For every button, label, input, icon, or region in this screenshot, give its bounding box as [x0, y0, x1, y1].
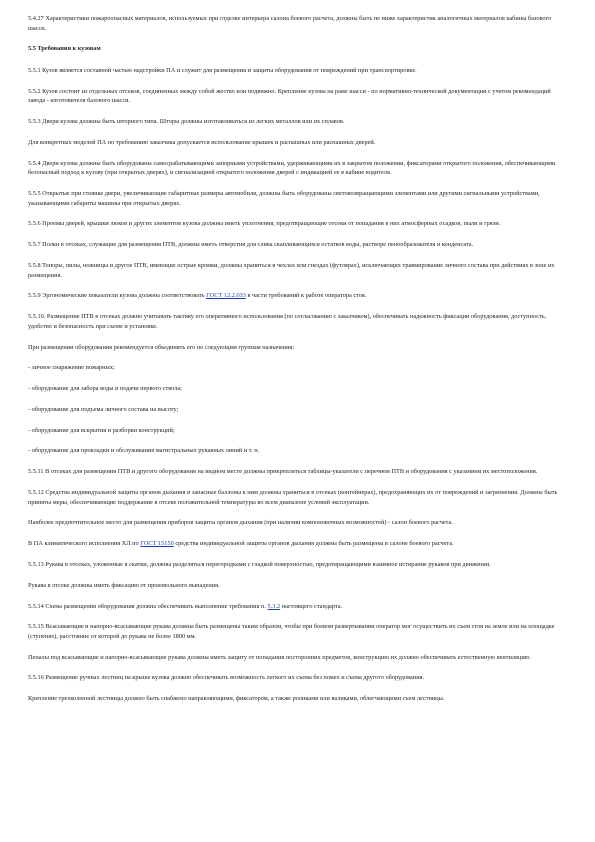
paragraph-5-5-9-text: 5.5.9 Эргономические показатели кузова должны соответствовать [28, 292, 207, 300]
paragraph-climate-hl-text: В ПА климатического исполнения ХЛ по [28, 540, 141, 548]
paragraph-5-5-4: 5.5.4 Двери кузова должны быть оборудованы самосрабатывающими запорными устройствами, удерживающими их в закрытом положении, фиксаторами открытого положения, обеспечивающими безопасный подход к кузову (при открытых дверях), и сигнализацией открытого положения дверей с индикацией ее в кабине водителя. [28, 159, 556, 177]
list-item-dismantling: - оборудование для вскрытия и разборки конструкций; [28, 426, 175, 434]
paragraph-5-5-2: 5.5.2 Кузов состоит из отдельных отсеков, соединенных между собой жестко или подвижно. Крепление кузова на раме шасси - по нормативно-технической документации с учетом рекомендаций завода - изготовителя базового шасси. [28, 87, 551, 105]
paragraph-5-4-27: 5.4.27 Характеристики пожароопасных материалов, используемых при отделке интерьера салона боевого расчета, должны быть не ниже характеристик аналогичных материалов кабины базового шасси. [28, 15, 552, 32]
gost-12-2-033-link[interactable]: ГОСТ 12.2.033 [206, 292, 246, 300]
paragraph-5-5-14-tail: настоящего стандарта. [280, 602, 343, 610]
paragraph-groups-intro: При размещении оборудования рекомендуется объединять его по следующим группам назначения: [28, 343, 295, 351]
paragraph-5-5-12: 5.5.12 Средства индивидуальной защиты органов дыхания и запасные баллоны к ним должны храниться в отсеках (контейнерах), предохраняющих их от повреждений и загрязнения. Должны быть приняты меры, обеспечивающие поддержание в отсеке положительной температуры во всем диапазоне условий эксплуатации. [28, 489, 558, 506]
paragraph-doors-note: Для конкретных моделей ПА по требованию заказчика допускается использование крышек и распашных или распашных дверей. [28, 138, 376, 146]
paragraph-5-5-14-text: 5.5.14 Схема размещения оборудования должна обеспечивать выполнение требования п. [28, 602, 268, 610]
list-item-hose-lines: - оборудование для прокладки и обслуживания магистральных рукавных линий и т. п. [28, 447, 260, 455]
paragraph-5-5-8: 5.5.8 Топоры, пилы, ножницы и другое ПТВ, имеющие острые кромки, должны храниться в чехлах или гнездах (футлярах), исключающих травмирование личного состава при действиях в зоне их размещения. [28, 262, 555, 279]
paragraph-5-5-7: 5.5.7 Полки в отсеках, служащие для размещения ПТВ, должны иметь отверстия для слива скапливающихся остатков воды, растворе пенообразователя и конденсата. [28, 241, 474, 249]
paragraph-5-5-14 [28, 602, 569, 612]
paragraph-hose-cases: Пеналы под всасывающие и напорно-всасывающие рукава должны иметь защиту от попадания посторонних предметов, конструкцию их должно обеспечивать естественную вентиляцию. [28, 653, 531, 661]
paragraph-breathing-placement: Наиболее предпочтительное место для размещения приборов защиты органов дыхания (при наличии компоновочных возможностей) - салон боевого расчета. [28, 519, 453, 527]
paragraph-climate-hl [28, 539, 569, 549]
list-item-height-lifting: - оборудование для подъема личного состава на высоту; [28, 405, 179, 413]
paragraph-5-5-16: 5.5.16 Размещение ручных лестниц на крыше кузова должно обеспечивать возможность легкого их съема без помех и съема другого оборудования. [28, 674, 425, 682]
paragraph-5-5-1: 5.5.1 Кузов является составной частью надстройки ПА и служит для размещения и защиты оборудования от повреждений при транспортировке. [28, 66, 417, 74]
paragraph-5-5-11: 5.5.11 В отсеках для размещения ПТВ и другого оборудования на видном месте должны прикрепляться таблицы-указатели с перечнем ПТВ и оборудования с указанием их местоположения. [28, 468, 538, 476]
paragraph-5-5-10: 5.5.10. Размещение ПТВ в отсеках должно учитывать тактику его оперативного использования (по согласованию с заказчиком), обеспечивать надежность фиксации оборудования, доступность, удобство и безопасность при съеме и установке. [28, 313, 547, 330]
paragraph-5-5-9-tail: в части требований к работе оператора стоя. [245, 292, 367, 300]
list-item-personal-gear: - личное снаряжение пожарных; [28, 364, 115, 372]
gost-15150-link[interactable]: ГОСТ 15150 [140, 540, 174, 548]
paragraph-climate-hl-tail: средства индивидуальной защиты органов дыхания должны быть размещены в салоне боевого расчета. [173, 540, 454, 548]
clause-5-3-2-link[interactable]: 5.3.2 [267, 602, 281, 610]
paragraph-5-5-15: 5.5.15 Всасывающие и напорно-всасывающие рукава должны быть размещены таким образом, чтобы при боевом развертывании оператор мог осуществить их съем стоя на земле или на площадке (ступенях), расстояние от которой до рукава не более 1800 мм. [28, 623, 555, 640]
paragraph-hose-fixation: Рукава в отсеке должны иметь фиксацию от произвольного выпадения. [28, 581, 220, 589]
paragraph-ladder-mount: Крепление трехколенной лестницы должно быть снабжено направляющими, фиксатором, а также роликами или валиками, облегчающими съем лестницы. [28, 695, 445, 703]
paragraph-5-5-9 [28, 291, 569, 301]
section-heading-5-5: 5.5 Требования к кузовам [28, 45, 101, 53]
paragraph-5-5-3: 5.5.3 Двери кузова должны быть шторного типа. Шторы должны изготавливаться из легких металлов или их сплавов. [28, 118, 345, 126]
paragraph-5-5-6: 5.5.6 Проемы дверей, крышки люков и других элементов кузова должны иметь уплотнения, предотвращающие отсеки от попадания в них атмосферных осадков, пыли и грязи. [28, 220, 501, 228]
paragraph-5-5-13: 5.5.13 Рукава в отсеках, уложенные в скатки, должны разделяться перегородками с гладкой поверхностью, предотвращающими взаимное истирание рукавов при движении. [28, 560, 491, 568]
list-item-water-intake: - оборудование для забора воды и подачи первого ствола; [28, 385, 182, 393]
paragraph-5-5-5: 5.5.5 Открытые при стоянке двери, увеличивающие габаритные размеры автомобиля, должны быть оборудованы световозвращающими элементами или другими сигнальными устройствами, указывающими габариты машины при открытых дверях. [28, 190, 540, 207]
